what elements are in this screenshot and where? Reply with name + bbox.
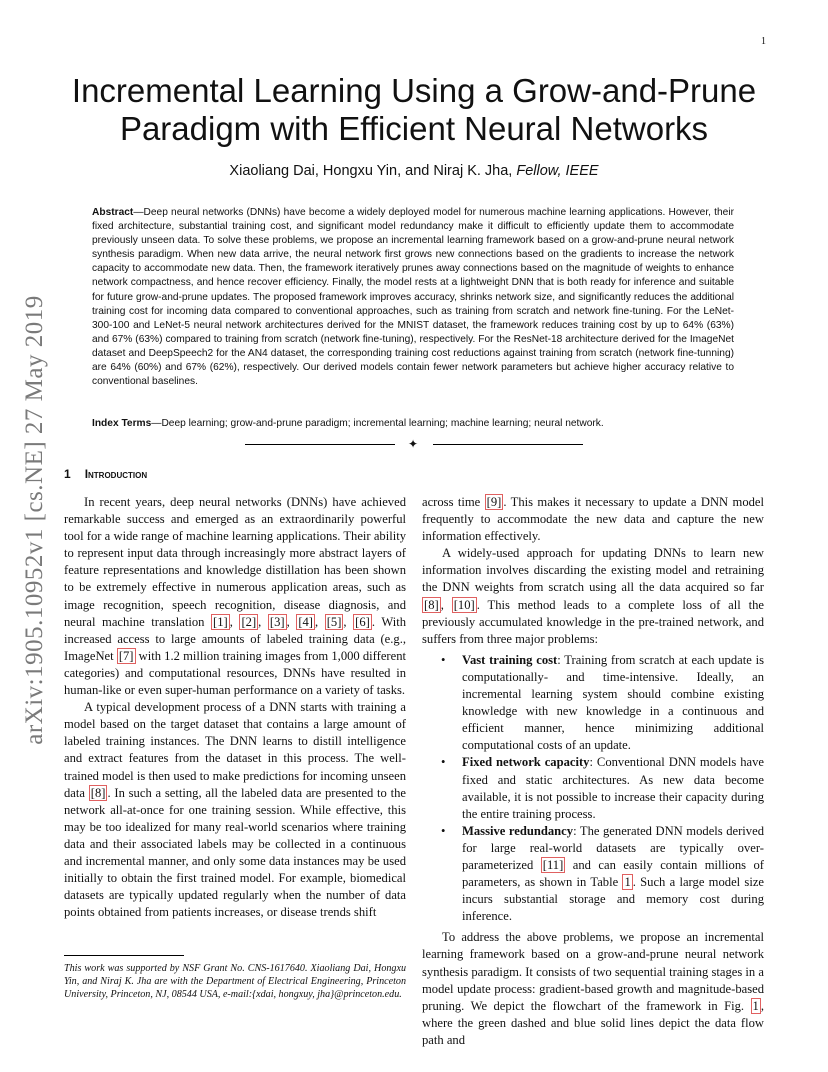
abstract-label: Abstract bbox=[92, 207, 134, 218]
section-heading bbox=[64, 467, 147, 481]
list-item-text: . Such a large model size incurs substantial storage and memory cost during inference. bbox=[462, 875, 764, 924]
citation-link[interactable]: [2] bbox=[241, 614, 257, 629]
text-run: A widely-used approach for updating DNNs to learn new information involves discarding the existing model and retraining the DNN weights from scratch using all the data acquired so far bbox=[422, 546, 764, 595]
footnote-rule bbox=[64, 955, 184, 956]
citation-link[interactable]: [3] bbox=[269, 614, 285, 629]
citation-link[interactable]: [6] bbox=[355, 614, 370, 629]
separator: , bbox=[229, 614, 240, 629]
list-item-label: Massive redundancy bbox=[462, 823, 574, 838]
right-column bbox=[422, 494, 764, 1049]
text-run: A typical development process of a DNN starts with training a model based on the target dataset that contains a large amount of labeled training instances. The DNN learns to distill intelligence and extract features from the dataset in this process. The well-trained model is then used to make predictions for incoming unseen data bbox=[64, 700, 406, 800]
citation-link[interactable]: [9] bbox=[486, 495, 502, 509]
abstract bbox=[92, 206, 734, 389]
section-number: 1 bbox=[64, 467, 71, 481]
paragraph bbox=[422, 494, 764, 545]
footnote: This work was supported by NSF Grant No. CNS-1617640. Xiaoliang Dai, Hongxu Yin, and Niraj K. Jha are with the Department of Electrical Engineering, Princeton University, Princeton, NJ, 08544 USA, e-mail:{xdai, hongxuy, jha}@princeton.edu. bbox=[64, 963, 406, 1001]
citation-link[interactable]: [8] bbox=[90, 785, 106, 800]
paragraph bbox=[64, 699, 406, 921]
page-number: 1 bbox=[761, 36, 766, 47]
separator: , bbox=[343, 614, 354, 629]
paragraph bbox=[64, 494, 406, 699]
list-item-label: Vast training cost bbox=[462, 652, 558, 667]
separator: , bbox=[258, 614, 268, 629]
text-run: . In such a setting, all the labeled data are presented to the network all-at-once for one training session. While effective, this may be too idealized for many real-world scenarios where training data and their associated labels may be collected in a continuous and incremental manner, and only some data instances may be used initially to obtain the first trained model. For example, biomedical datasets are typically updated regularly when the number of data points obtained from patients increases, or disease trends shift bbox=[64, 785, 406, 920]
divider-line-left bbox=[245, 444, 395, 445]
arxiv-identifier-text: arXiv:1905.10952v1 [cs.NE] 27 May 2019 bbox=[21, 295, 48, 745]
list-item-label: Fixed network capacity bbox=[462, 755, 590, 770]
text-run: . This makes it necessary to update a DNN model frequently to accommodate the new data and capture the new information effectively. bbox=[422, 495, 764, 544]
left-column bbox=[64, 494, 406, 921]
table-link[interactable]: 1 bbox=[624, 875, 631, 890]
citation-link[interactable]: [8] bbox=[424, 597, 439, 612]
paragraph bbox=[422, 545, 764, 648]
list-item-text: : The generated DNN models derived for large real-world datasets are typically over-parameterized bbox=[462, 823, 764, 872]
text-run: In recent years, deep neural networks (DNNs) have achieved remarkable success and emerged as an extraordinarily powerful tool for a wide range of machine learning applications. Their ability to represent input data through increasingly more abstract layers of feature representations and knowledge distillation has been shown to be extremely effective in numerous application areas, such as image recognition, speech recognition, disease diagnosis, and neural machine translation bbox=[64, 495, 406, 629]
list-item bbox=[462, 823, 764, 926]
citation-link[interactable]: [4] bbox=[298, 614, 313, 629]
text-run: with 1.2 million training images from 1,000 different categories) and computational resources, DNNs have resulted in human-like or even super-human performance on a variety of tasks. bbox=[64, 648, 406, 698]
figure-link[interactable]: 1 bbox=[752, 998, 759, 1013]
list-item bbox=[462, 652, 764, 755]
problem-list bbox=[422, 652, 764, 926]
index-terms-text: —Deep learning; grow-and-prune paradigm; incremental learning; machine learning; neural network. bbox=[151, 418, 604, 429]
text-run: . With increased access to large amounts of labeled training data (e.g., ImageNet bbox=[64, 614, 407, 663]
text-run: To address the above problems, we propose an incremental learning framework based on a grow-and-prune neural network synthesis paradigm. It consists of two sequential training stages in a model update process: gradient-based growth and magnitude-based pruning. We depict the flowchart of the framework in Fig. bbox=[422, 930, 764, 1013]
arxiv-identifier bbox=[12, 280, 58, 760]
citation-link[interactable]: [10] bbox=[453, 597, 475, 612]
citation-link[interactable]: [11] bbox=[542, 857, 564, 872]
text-run: across time bbox=[422, 495, 485, 509]
separator: , bbox=[286, 614, 297, 629]
abstract-text: —Deep neural networks (DNNs) have become a widely deployed model for numerous machine learning applications. However, their fixed architecture, substantial training cost, and significant model redundancy make it difficult to efficiently update them to accommodate previously unseen data. To solve these problems, we propose an incremental learning framework based on a grow-and-prune neural network synthesis paradigm. When new data arrive, the neural network first grows new connections based on the gradients to increase the network capacity to accommodate new data. Then, the framework iteratively prunes away connections based on the magnitude of weights to enhance network compactness, and hence recover efficiency. Finally, the model rests at a lightweight DNN that is both ready for inference and suitable for future grow-and-prune updates. The proposed framework improves accuracy, shrinks network size, and significantly reduces the additional training cost for incoming data compared to conventional approaches, such as training from scratch and network fine-tuning. For the LeNet-300-100 and LeNet-5 neural network architectures derived for the MNIST dataset, the framework reduces training cost by up to 64% (63%) and 67% (63%) compared to training from scratch (network fine-tuning), respectively. For the ResNet-18 architecture derived for the ImageNet dataset and DeepSpeech2 for the AN4 dataset, the corresponding training cost reductions against training from scratch (network fine-tunning) are 64% (60%) and 67% (62%), respectively. Our derived models contain fewer network parameters but achieve higher accuracy relative to conventional baselines. bbox=[92, 207, 734, 388]
author-names: Xiaoliang Dai, Hongxu Yin, and Niraj K. Jha, bbox=[229, 163, 517, 179]
author-grade: Fellow, IEEE bbox=[516, 163, 599, 179]
separator: , bbox=[315, 614, 325, 629]
list-item bbox=[462, 754, 764, 822]
index-terms bbox=[92, 417, 734, 431]
citation-link[interactable]: [7] bbox=[118, 648, 134, 663]
text-run: . This method leads to a complete loss of all the previously accumulated knowledge in the pre-trained network, and suffers from three major problems: bbox=[422, 597, 764, 646]
list-item-text: : Conventional DNN models have fixed and static architectures. As new data become available, it is not possible to increase their capacity during the entire training process. bbox=[462, 755, 764, 821]
citation-link[interactable]: [5] bbox=[326, 614, 342, 629]
index-terms-label: Index Terms bbox=[92, 418, 152, 429]
list-item-text: and can easily contain millions of parameters, as shown in Table bbox=[462, 857, 764, 890]
list-item-text: : Training from scratch at each update is computationally- and time-intensive. Ideally, an incremental learning system should combine existing knowledge with new knowledge in a continuous and efficient manner, hence minimizing additional computational costs of an update. bbox=[462, 652, 764, 753]
paper-title: Incremental Learning Using a Grow-and-Prune Paradigm with Efficient Neural Networks bbox=[71, 72, 757, 147]
section-divider bbox=[245, 437, 583, 451]
citation-link[interactable]: [1] bbox=[213, 614, 228, 629]
paragraph bbox=[422, 929, 764, 1049]
text-run: , where the green dashed and blue solid lines depict the data flow path and bbox=[422, 998, 764, 1047]
divider-line-right bbox=[433, 444, 583, 445]
author-list bbox=[60, 163, 768, 179]
divider-diamond-icon: ✦ bbox=[408, 437, 419, 451]
separator: , bbox=[440, 597, 452, 612]
section-title: Introduction bbox=[84, 467, 148, 481]
